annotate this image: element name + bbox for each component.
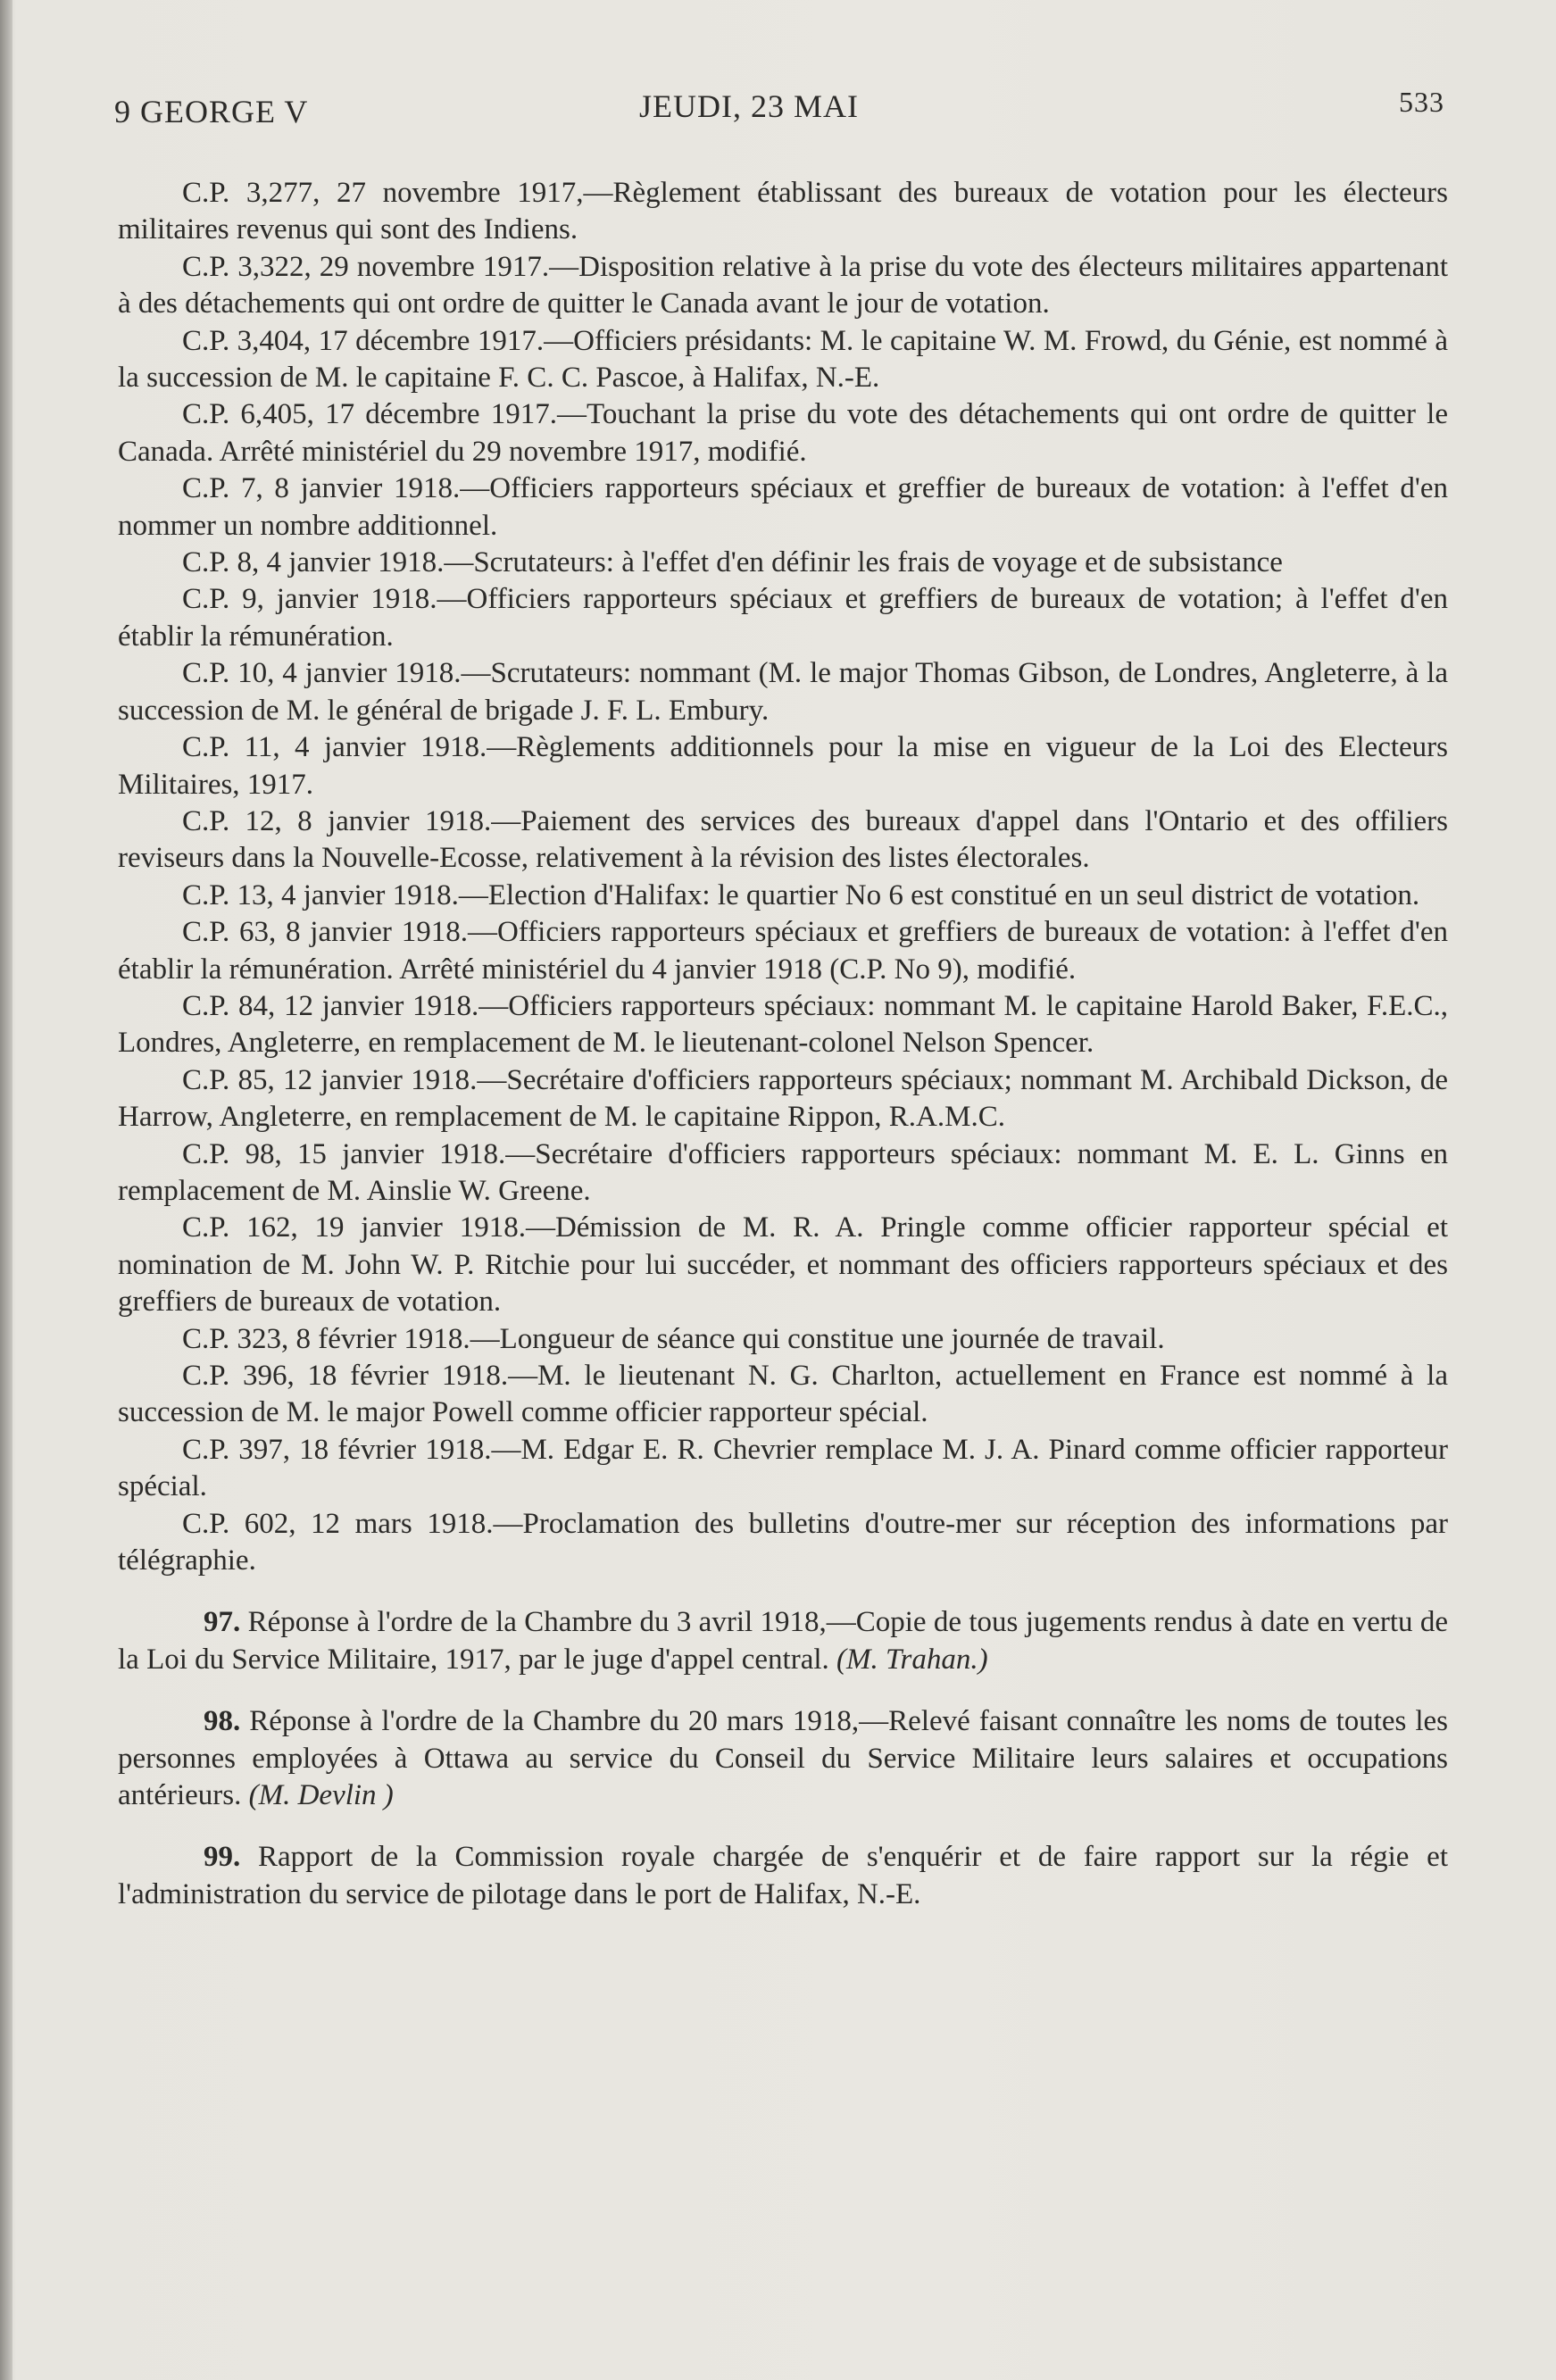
page-body xyxy=(118,175,1448,1913)
order-in-council-entry: C.P. 602, 12 mars 1918.—Proclamation des bulletins d'outre-mer sur réception des informations par télégraphie. xyxy=(118,1507,1448,1577)
sessional-paper-97 xyxy=(118,1604,1448,1678)
order-in-council-entry: C.P. 9, janvier 1918.—Officiers rapporteurs spéciaux et greffiers de bureaux de votation; à l'effet d'en établir la rémunération. xyxy=(118,583,1448,653)
header-regnal-year: 9 GEORGE V xyxy=(114,94,309,129)
paper-number: 97. xyxy=(204,1606,241,1639)
order-in-council-entry: C.P. 12, 8 janvier 1918.—Paiement des services des bureaux d'appel dans l'Ontario et des offiliers reviseurs dans la Nouvelle-Ecosse, relativement à la révision des listes électorales. xyxy=(118,804,1448,875)
order-in-council-entry: C.P. 98, 15 janvier 1918.—Secrétaire d'officiers rapporteurs spéciaux: nommant M. E. L. Ginns en remplacement de M. Ainslie W. Greene. xyxy=(118,1137,1448,1207)
order-in-council-entry: C.P. 8, 4 janvier 1918.—Scrutateurs: à l'effet d'en définir les frais de voyage et de subsistance xyxy=(182,546,1283,579)
sessional-paper-98 xyxy=(118,1703,1448,1814)
order-in-council-entry: C.P. 6,405, 17 décembre 1917.—Touchant la prise du vote des détachements qui ont ordre de quitter le Canada. Arrêté ministériel du 29 novembre 1917, modifié. xyxy=(118,398,1448,468)
order-in-council-entry: C.P. 3,404, 17 décembre 1917.—Officiers présidants: M. le capitaine W. M. Frowd, du Génie, est nommé à la succession de M. le capitaine F. C. C. Pascoe, à Halifax, N.-E. xyxy=(118,324,1448,395)
paper-mover: (M. Devlin ) xyxy=(248,1779,394,1812)
paper-number: 98. xyxy=(204,1705,241,1738)
page-header xyxy=(114,86,1444,130)
order-in-council-entry: C.P. 3,277, 27 novembre 1917,—Règlement établissant des bureaux de votation pour les électeurs militaires revenus qui sont des Indiens. xyxy=(118,177,1448,246)
order-in-council-entry: C.P. 85, 12 janvier 1918.—Secrétaire d'officiers rapporteurs spéciaux; nommant M. Archibald Dickson, de Harrow, Angleterre, en remplacement de M. le capitaine Rippon, R.A.M.C. xyxy=(118,1063,1448,1134)
order-in-council-entry: C.P. 11, 4 janvier 1918.—Règlements additionnels pour la mise en vigueur de la Loi des Electeurs Militaires, 1917. xyxy=(118,731,1448,801)
sessional-paper-99 xyxy=(118,1839,1448,1913)
order-in-council-entry: C.P. 397, 18 février 1918.—M. Edgar E. R. Chevrier remplace M. J. A. Pinard comme officier rapporteur spécial. xyxy=(118,1433,1448,1503)
binding-edge xyxy=(0,0,12,2380)
order-in-council-entry: C.P. 3,322, 29 novembre 1917.—Disposition relative à la prise du vote des électeurs militaires appartenant à des détachements qui ont ordre de quitter le Canada avant le jour de votation. xyxy=(118,250,1448,320)
page-number: 533 xyxy=(1399,86,1444,118)
order-in-council-entry: C.P. 162, 19 janvier 1918.—Démission de M. R. A. Pringle comme officier rapporteur spécial et nomination de M. John W. P. Ritchie pour lui succéder, et nommant des officiers rapporteurs spéciaux et des greffiers de bureaux de votation. xyxy=(118,1211,1448,1319)
paper-mover: (M. Trahan.) xyxy=(836,1643,988,1676)
paper-text: Rapport de la Commission royale chargée de s'enquérir et de faire rapport sur la régie et l'administration du service de pilotage dans le port de Halifax, N.-E. xyxy=(118,1841,1448,1910)
order-in-council-entry: C.P. 396, 18 février 1918.—M. le lieutenant N. G. Charlton, actuellement en France est nommé à la succession de M. le major Powell comme officier rapporteur spécial. xyxy=(118,1360,1448,1429)
order-in-council-entry: C.P. 13, 4 janvier 1918.—Election d'Halifax: le quartier No 6 est constitué en un seul district de votation. xyxy=(182,878,1420,911)
order-in-council-entry: C.P. 10, 4 janvier 1918.—Scrutateurs: nommant (M. le major Thomas Gibson, de Londres, Angleterre, à la succession de M. le général de brigade J. F. L. Embury. xyxy=(118,657,1448,727)
order-in-council-entry: C.P. 323, 8 février 1918.—Longueur de séance qui constitue une journée de travail. xyxy=(182,1322,1165,1355)
paper-text: Réponse à l'ordre de la Chambre du 3 avril 1918,—Copie de tous jugements rendus à date en vertu de la Loi du Service Militaire, 1917, par le juge d'appel central. xyxy=(118,1606,1449,1676)
header-date: JEUDI, 23 MAI xyxy=(639,88,859,124)
paper-number: 99. xyxy=(204,1841,241,1874)
order-in-council-entry: C.P. 7, 8 janvier 1918.—Officiers rapporteurs spéciaux et greffier de bureaux de votation: à l'effet d'en nommer un nombre additionnel. xyxy=(118,472,1448,542)
order-in-council-entry: C.P. 84, 12 janvier 1918.—Officiers rapporteurs spéciaux: nommant M. le capitaine Harold Baker, F.E.C., Londres, Angleterre, en remplacement de M. le lieutenant-colonel Nelson Spencer. xyxy=(118,989,1448,1060)
order-in-council-entry: C.P. 63, 8 janvier 1918.—Officiers rapporteurs spéciaux et greffiers de bureaux de votation: à l'effet d'en établir la rémunération. Arrêté ministériel du 4 janvier 1918 (C.P. No 9), modifié. xyxy=(118,916,1448,986)
paper-text: Réponse à l'ordre de la Chambre du 20 mars 1918,—Relevé faisant connaître les noms de toutes les personnes employées à Ottawa au service du Conseil du Service Militaire leurs salaires et occupations antérieurs. xyxy=(118,1705,1449,1812)
